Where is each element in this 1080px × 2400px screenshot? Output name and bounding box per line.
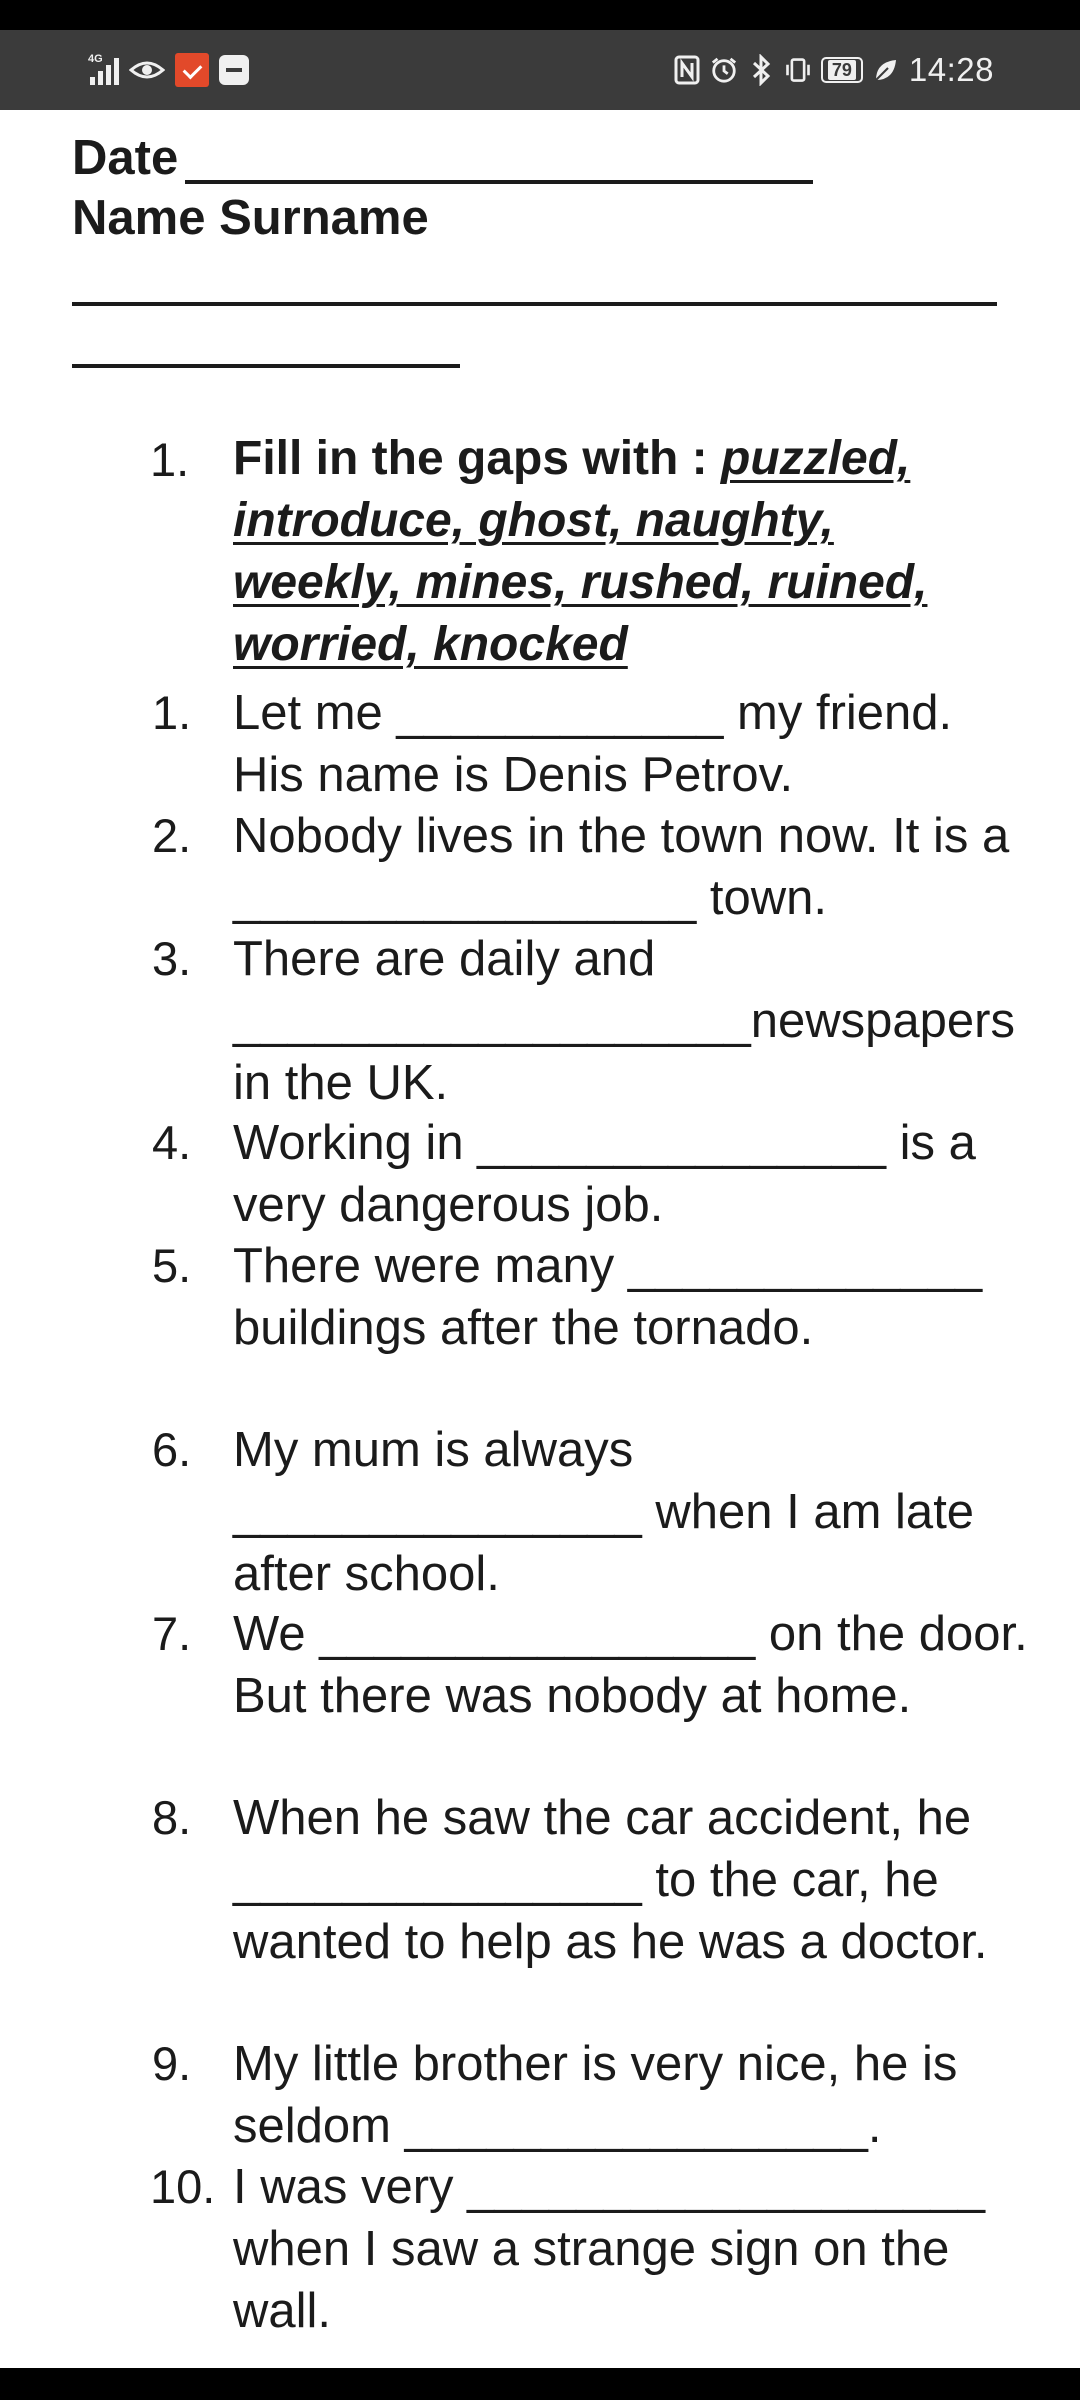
status-clock: 14:28 [908,51,994,88]
question-text: My little brother is very nice, he is seldom _________________. [233,2037,958,2153]
question-number: 3. [152,932,192,985]
name-surname-label: Name Surname [72,191,429,245]
question-number: 2. [152,809,192,862]
question-text: Nobody lives in the town now. It is a _________________ town. [233,809,1010,925]
vibrate-icon [784,54,812,86]
status-right-group [673,50,994,90]
question-text: When he saw the car accident, he _______________ to the car, he wanted to help as he was a doctor. [233,1791,988,1969]
alarm-icon [710,54,738,86]
question-text: There were many _____________ buildings after the tornado. [233,1239,983,1355]
question-text: We ________________ on the door. But there was nobody at home. [233,1607,1028,1723]
status-bar [0,30,1080,110]
battery-icon [821,57,863,83]
question-number: 1. [152,686,192,739]
question-text: Working in _______________ is a very dangerous job. [233,1116,976,1232]
instruction-prefix: Fill in the gaps with : [233,432,721,485]
word-bank: puzzled, introduce, ghost, naughty, weekly, mines, rushed, ruined, worried, knocked [233,432,928,671]
name-answer-line [72,302,997,306]
name-answer-line-2 [72,364,460,368]
status-left-group [88,52,249,88]
question-text: I was very ___________________ when I saw a strange sign on the wall. [233,2160,985,2338]
question-text: My mum is always _______________ when I am late after school. [233,1423,975,1601]
eye-icon [129,59,165,81]
app-notification-icon [175,53,209,87]
date-answer-line [185,180,813,184]
instruction-number: 1. [150,433,190,486]
question-number: 7. [152,1607,192,1660]
question-number: 8. [152,1791,192,1844]
nfc-icon [673,54,701,86]
question-number: 4. [152,1116,192,1169]
instruction-text [233,428,1013,676]
question-number: 10. [150,2160,216,2213]
top-bezel [0,0,1080,30]
date-label: Date [72,131,179,185]
battery-level: 79 [828,60,856,80]
network-type: 4G [88,53,103,65]
question-number: 6. [152,1423,192,1476]
leaf-icon [872,54,900,86]
bluetooth-icon [747,54,775,86]
bottom-bezel [0,2368,1080,2400]
question-text: There are daily and ___________________newspapers in the UK. [233,932,1015,1110]
question-text: Let me ____________ my friend. His name is Denis Petrov. [233,686,953,802]
worksheet-document [0,110,1080,2368]
question-number: 5. [152,1239,192,1292]
question-number: 9. [152,2037,192,2090]
signal-icon [88,55,119,85]
message-icon [219,55,249,85]
